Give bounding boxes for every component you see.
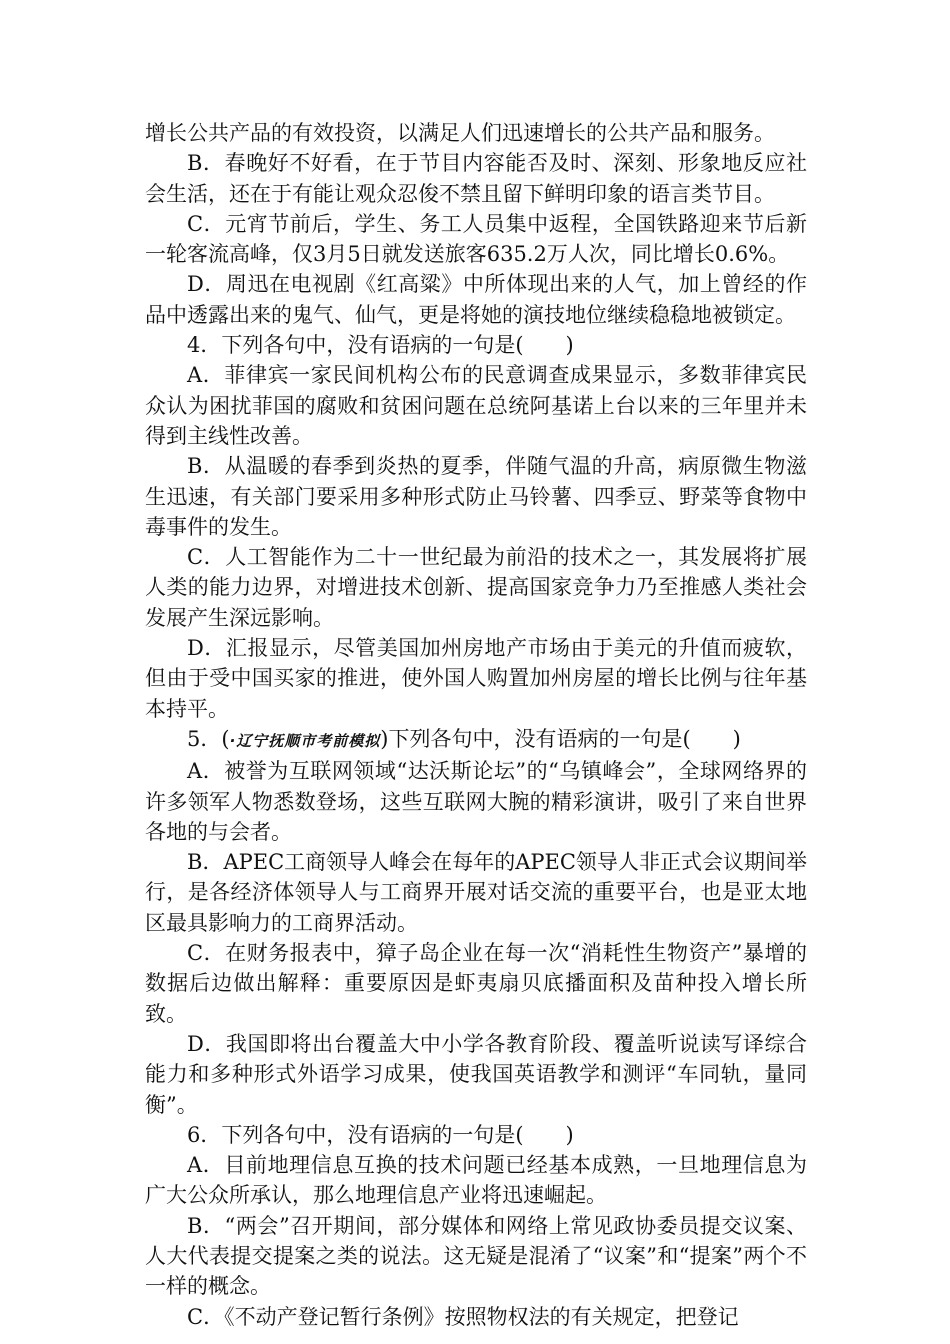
question-4-stem: 4．下列各句中，没有语病的一句是( ) <box>187 333 574 358</box>
question-5-option-c: C．在财务报表中，獐子岛企业在每一次“消耗性生物资产”暴增的数据后边做出解释：重要原因是虾夷扇贝底播面积及苗种投入增长所致。 <box>145 941 807 1026</box>
question-5-text: )下列各句中，没有语病的一句是( ) <box>380 726 741 751</box>
question-4-option-a: A．菲律宾一家民间机构公布的民意调查成果显示，多数菲律宾民众认为困扰菲国的腐败和贫困问题在总统阿基诺上台以来的三年里并未得到主线性改善。 <box>145 363 807 448</box>
question-4-option-b: B．从温暖的春季到炎热的夏季，伴随气温的升高，病原微生物滋生迅速，有关部门要采用多种形式防止马铃薯、四季豆、野菜等食物中毒事件的发生。 <box>145 454 807 539</box>
question-5-option-d: D．我国即将出台覆盖大中小学各教育阶段、覆盖听说读写译综合能力和多种形式外语学习成果，使我国英语教学和测评“车同轨，量同衡”。 <box>145 1031 807 1117</box>
question-5-source: ·辽宁抚顺市考前模拟 <box>229 731 381 750</box>
question-6-option-c: C．《不动产登记暂行条例》按照物权法的有关规定，把登记 <box>187 1304 739 1329</box>
question-6-stem: 6．下列各句中，没有语病的一句是( ) <box>187 1122 574 1147</box>
document-page <box>145 118 807 1332</box>
question-6-option-a: A．目前地理信息互换的技术问题已经基本成熟，一旦地理信息为广大公众所承认，那么地理信息产业将迅速崛起。 <box>145 1153 807 1208</box>
question-5-stem <box>145 724 807 756</box>
question-4-option-d: D．汇报显示，尽管美国加州房地产市场由于美元的升值而疲软，但由于受中国买家的推进，使外国人购置加州房屋的增长比例与往年基本持平。 <box>145 636 807 721</box>
question-4-option-c: C．人工智能作为二十一世纪最为前沿的技术之一，其发展将扩展人类的能力边界，对增进技术创新、提高国家竞争力乃至推感人类社会发展产生深远影响。 <box>145 545 807 630</box>
question-3-option-d: D．周迅在电视剧《红高粱》中所体现出来的人气，加上曾经的作品中透露出来的鬼气、仙气，更是将她的演技地位继续稳稳地被锁定。 <box>145 272 807 327</box>
question-3-option-b: B．春晚好不好看，在于节目内容能否及时、深刻、形象地反应社会生活，还在于有能让观众忍俊不禁且留下鲜明印象的语言类节目。 <box>145 151 807 206</box>
question-6-option-b: B．“两会”召开期间，部分媒体和网络上常见政协委员提交议案、人大代表提交提案之类的说法。这无疑是混淆了“议案”和“提案”两个不一样的概念。 <box>145 1213 807 1299</box>
question-5-option-a: A．被誉为互联网领域“达沃斯论坛”的“乌镇峰会”，全球网络界的许多领军人物悉数登场，这些互联网大腕的精彩演讲，吸引了来自世界各地的与会者。 <box>145 759 807 844</box>
question-5-option-b: B．APEC工商领导人峰会在每年的APEC领导人非正式会议期间举行，是各经济体领导人与工商界开展对话交流的重要平台，也是亚太地区最具影响力的工商界活动。 <box>145 850 807 935</box>
question-3-option-c: C．元宵节前后，学生、务工人员集中返程，全国铁路迎来节后新一轮客流高峰，仅3月5日就发送旅客635.2万人次，同比增长0.6%。 <box>145 211 807 267</box>
question-5-number: 5．( <box>187 726 230 751</box>
continued-paragraph: 增长公共产品的有效投资，以满足人们迅速增长的公共产品和服务。 <box>145 121 775 145</box>
